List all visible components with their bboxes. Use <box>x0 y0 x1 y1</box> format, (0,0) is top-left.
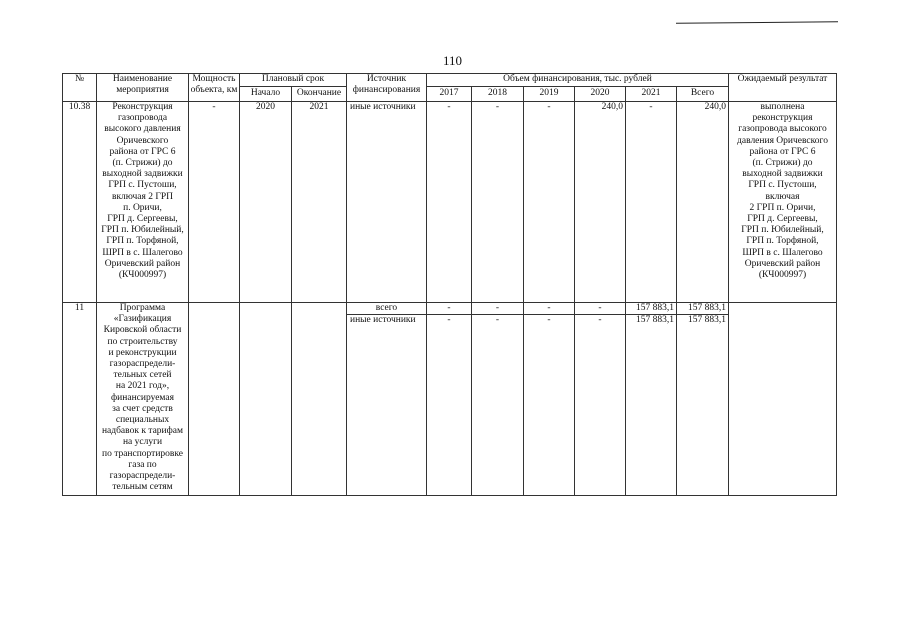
row-value-2018: - <box>472 102 524 303</box>
row-value-2019: - <box>524 102 575 303</box>
row-result <box>729 303 837 496</box>
row-end <box>292 303 347 496</box>
header-year-2018: 2018 <box>472 87 524 102</box>
row-value-2018: - <box>472 303 524 315</box>
table-row <box>63 102 837 303</box>
row-value-2017: - <box>427 102 472 303</box>
row-start <box>240 303 292 496</box>
header-term: Плановый срок <box>240 74 347 87</box>
header-term-start: Начало <box>240 87 292 102</box>
header-row-1 <box>63 74 837 87</box>
row-value-2020: - <box>575 315 626 496</box>
row-capacity <box>189 303 240 496</box>
row-value-2021: - <box>626 102 677 303</box>
header-capacity: Мощность объекта, км <box>189 74 240 102</box>
row-value-2020: 240,0 <box>575 102 626 303</box>
row-result: выполнена реконструкция газопровода высокого давления Оричевского района от ГРС 6 (п. Стрижи) до выходной задвижки ГРП с. Пустоши, включая 2 ГРП п. Оричи, ГРП д. Сергеевы, ГРП п. Юбилейный, ГРП п. Торфяной, ШРП в с. Шалегово Оричевский район (КЧ000997) <box>729 102 837 303</box>
row-source: иные источники <box>347 315 427 496</box>
top-rule-line <box>676 21 838 23</box>
page-number: 110 <box>442 53 463 68</box>
row-source: всего <box>347 303 427 315</box>
row-name: Программа «Газификация Кировской области по строительству и реконструкции газораспредели- тельных сетей на 2021 год», финансируемая за счет средств специальных надбавок к тарифам на услуги по транспортировке газа по газораспредели- тельным сетям <box>97 303 189 496</box>
header-year-2017: 2017 <box>427 87 472 102</box>
row-source: иные источники <box>347 102 427 303</box>
row-value-2020: - <box>575 303 626 315</box>
header-num: № <box>63 74 97 102</box>
row-value-2019: - <box>524 315 575 496</box>
table-row <box>63 303 837 315</box>
header-total: Всего <box>677 87 729 102</box>
header-year-2021: 2021 <box>626 87 677 102</box>
row-value-2018: - <box>472 315 524 496</box>
row-value-total: 157 883,1 <box>677 315 729 496</box>
row-value-total: 157 883,1 <box>677 303 729 315</box>
row-value-2021: 157 883,1 <box>626 303 677 315</box>
row-value-total: 240,0 <box>677 102 729 303</box>
row-num: 10.38 <box>63 102 97 303</box>
header-source: Источник финансирования <box>347 74 427 102</box>
header-name: Наименование мероприятия <box>97 74 189 102</box>
header-term-end: Окончание <box>292 87 347 102</box>
header-year-2019: 2019 <box>524 87 575 102</box>
row-start: 2020 <box>240 102 292 303</box>
header-funding: Объем финансирования, тыс. рублей <box>427 74 729 87</box>
row-value-2019: - <box>524 303 575 315</box>
row-end: 2021 <box>292 102 347 303</box>
header-result: Ожидаемый результат <box>729 74 837 102</box>
row-name: Реконструкция газопровода высокого давления Оричевского района от ГРС 6 (п. Стрижи) до выходной задвижки ГРП с. Пустоши, включая 2 ГРП п. Оричи, ГРП д. Сергеевы, ГРП п. Юбилейный, ГРП п. Торфяной, ШРП в с. Шалегово Оричевский район (КЧ000997) <box>97 102 189 303</box>
row-value-2021: 157 883,1 <box>626 315 677 496</box>
financing-table <box>62 73 837 496</box>
row-num: 11 <box>63 303 97 496</box>
row-value-2017: - <box>427 315 472 496</box>
header-year-2020: 2020 <box>575 87 626 102</box>
row-capacity: - <box>189 102 240 303</box>
row-value-2017: - <box>427 303 472 315</box>
